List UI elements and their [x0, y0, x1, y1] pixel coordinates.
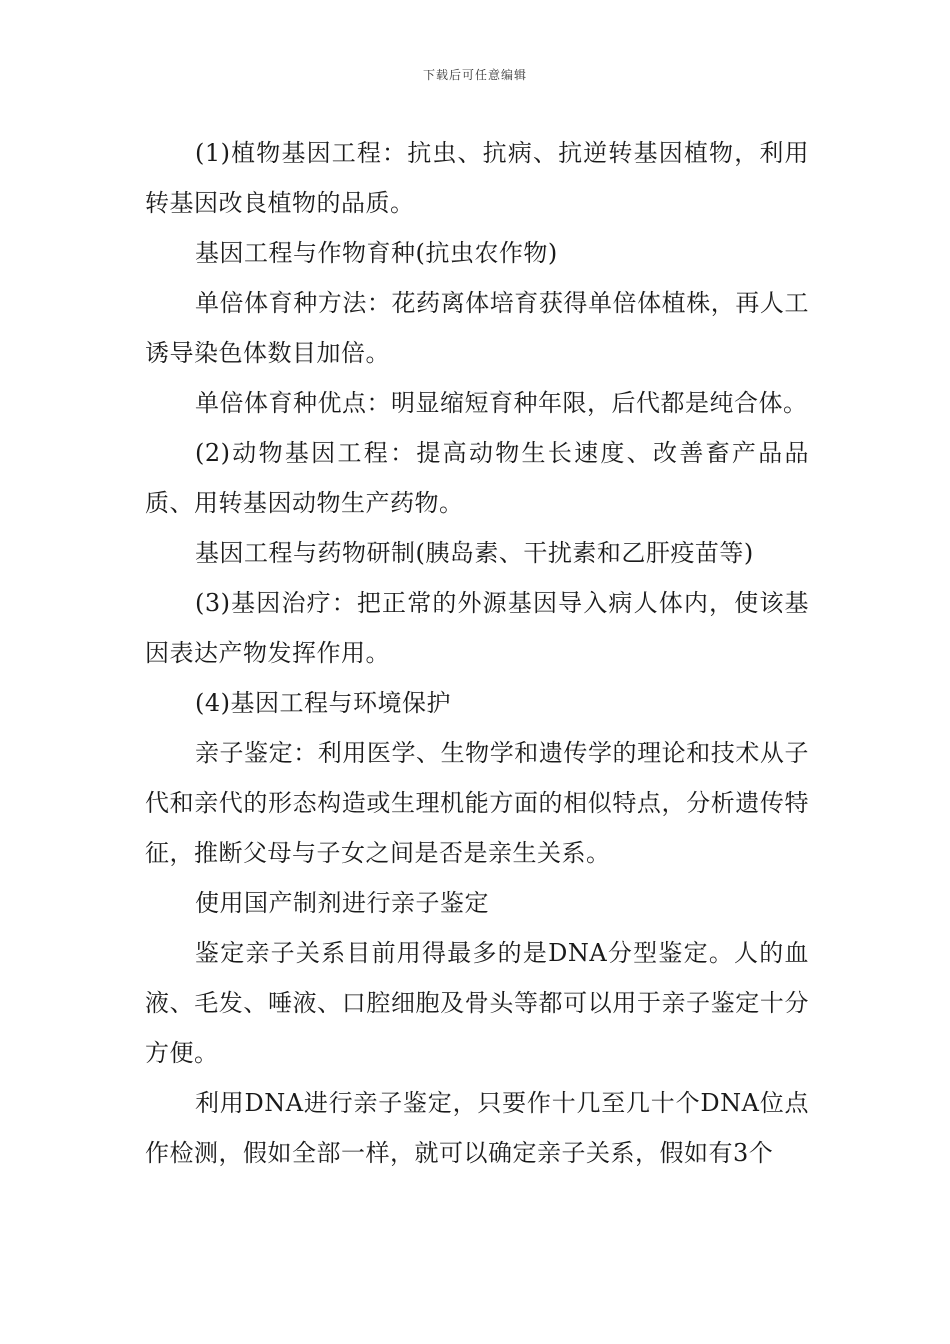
paragraph-plant-genetic-engineering: (1)植物基因工程：抗虫、抗病、抗逆转基因植物，利用转基因改良植物的品质。	[145, 139, 809, 217]
paragraph-haploid-method: 单倍体育种方法：花药离体培育获得单倍体植株，再人工诱导染色体数目加倍。	[145, 289, 809, 367]
paragraph-environment-protection: (4)基因工程与环境保护	[195, 689, 451, 717]
paragraph-paternity-definition: 亲子鉴定：利用医学、生物学和遗传学的理论和技术从子代和亲代的形态构造或生理机能方面的相似特点，分析遗传特征，推断父母与子女之间是否是亲生关系。	[145, 739, 809, 867]
paragraph-gene-therapy: (3)基因治疗：把正常的外源基因导入病人体内，使该基因表达产物发挥作用。	[145, 589, 809, 667]
paragraph-crop-breeding: 基因工程与作物育种(抗虫农作物)	[195, 239, 558, 267]
paragraph-animal-genetic-engineering: (2)动物基因工程：提高动物生长速度、改善畜产品品质、用转基因动物生产药物。	[145, 439, 809, 517]
paragraph-domestic-reagent: 使用国产制剂进行亲子鉴定	[195, 889, 489, 917]
page-header: 下载后可任意编辑	[422, 68, 527, 82]
paragraph-haploid-advantage: 单倍体育种优点：明显缩短育种年限，后代都是纯合体。	[195, 389, 808, 417]
paragraph-dna-typing: 鉴定亲子关系目前用得最多的是DNA分型鉴定。人的血液、毛发、唾液、口腔细胞及骨头等都可以用于亲子鉴定十分方便。	[145, 939, 809, 1067]
document-body	[145, 128, 809, 1178]
paragraph-drug-development: 基因工程与药物研制(胰岛素、干扰素和乙肝疫苗等)	[195, 539, 754, 567]
paragraph-dna-loci: 利用DNA进行亲子鉴定，只要作十几至几十个DNA位点作检测，假如全部一样，就可以确定亲子关系，假如有3个	[145, 1089, 809, 1167]
